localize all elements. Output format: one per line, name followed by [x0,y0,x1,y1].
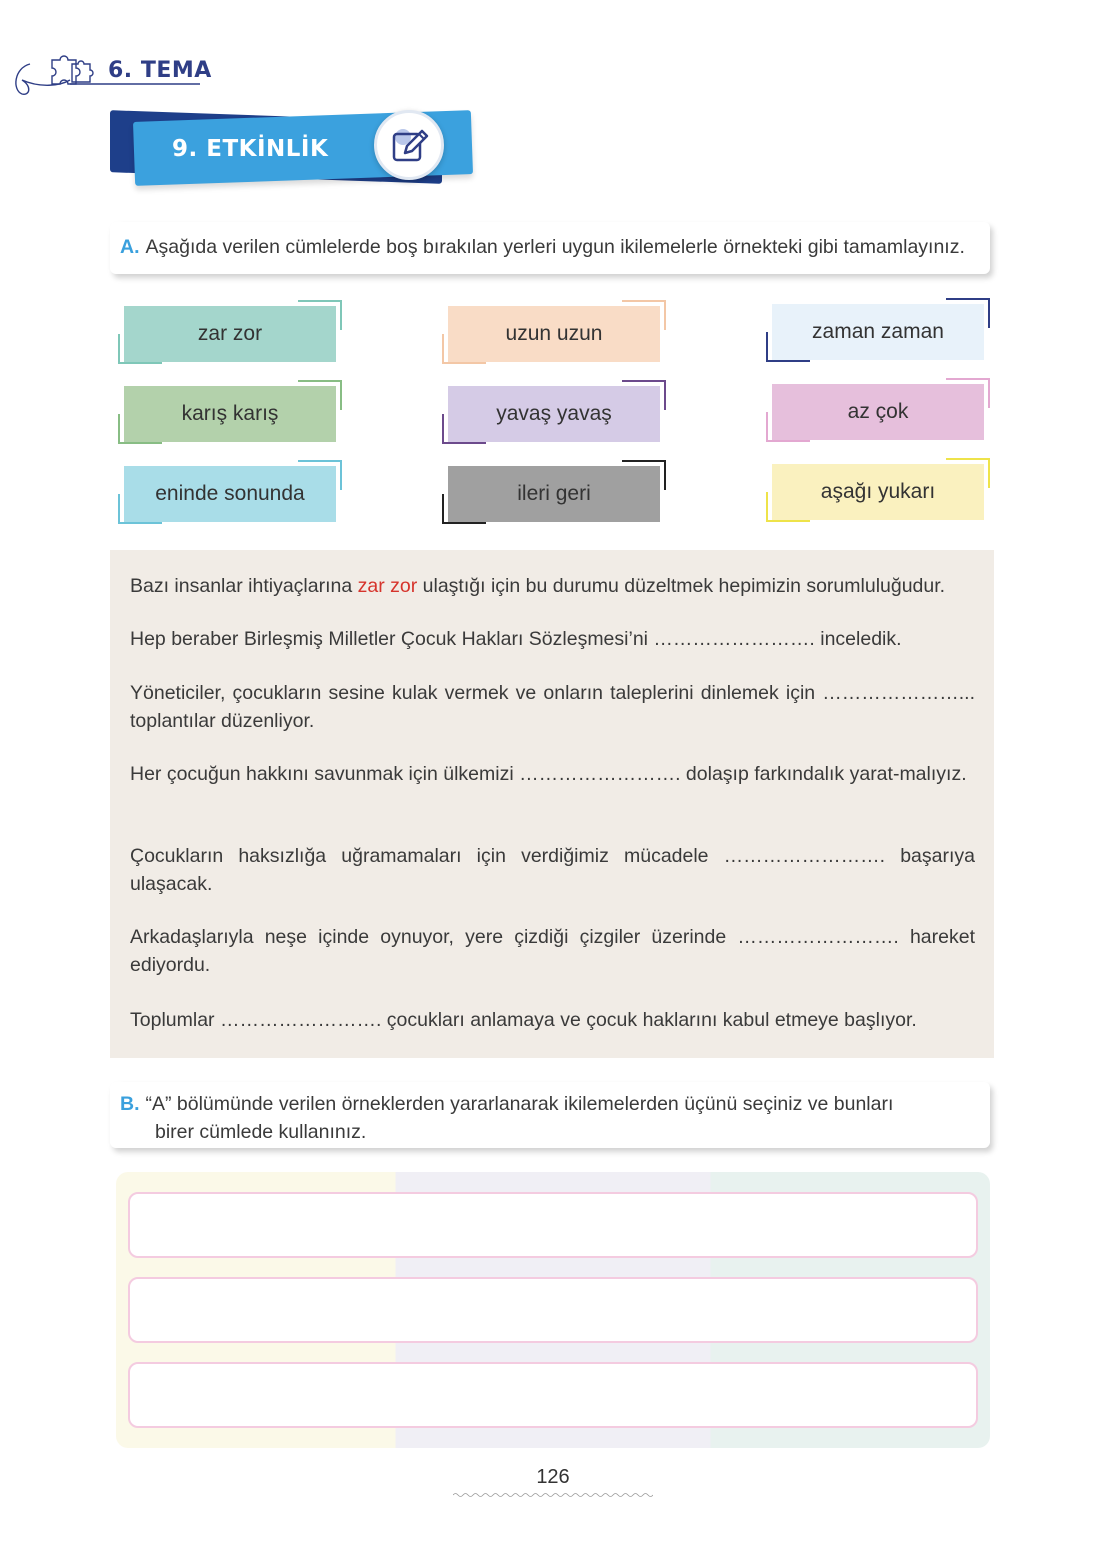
word-card [444,380,660,436]
sentence-4: Her çocuğun hakkını savunmak için ülkemizi ……………………. dolaşıp farkındalık yarat-malıyız. [130,763,967,785]
section-a-instruction [110,222,990,274]
word-card-label: eninde sonunda [124,466,336,522]
sentence-2: Hep beraber Birleşmiş Milletler Çocuk Hakları Sözleşmesi’ni ……………………. inceledik. [130,628,902,650]
section-b-instruction [110,1082,990,1148]
example-answer: zar zor [357,575,418,597]
word-card [120,380,336,436]
word-card [120,300,336,356]
page-number: 126 [536,1466,570,1488]
word-card-label: karış karış [124,386,336,442]
word-card [120,460,336,516]
section-a-text: Aşağıda verilen cümlelerde boş bırakılan yerleri uygun ikilemelerle örnekteki gibi tamamlayınız. [145,236,965,258]
answer-line-3[interactable] [128,1362,978,1428]
word-card-label: zar zor [124,306,336,362]
word-card [768,298,984,354]
theme-label: 6. TEMA [108,58,212,83]
word-card-label: uzun uzun [448,306,660,362]
word-card-label: yavaş yavaş [448,386,660,442]
page-number-decoration [453,1492,653,1498]
banner-icon-badge [374,110,444,180]
sentence-7: Toplumlar ……………………. çocukları anlamaya ve çocuk haklarını kabul etmeye başlıyor. [130,1009,917,1031]
section-b-text-line2: birer cümlede kullanınız. [155,1121,367,1143]
section-a-letter: A. [120,236,140,258]
answer-line-2[interactable] [128,1277,978,1343]
answer-line-1[interactable] [128,1192,978,1258]
word-card-label: aşağı yukarı [772,464,984,520]
section-b-text-line1: “A” bölümünde verilen örneklerden yararlanarak ikilemelerden üçünü seçiniz ve bunları [145,1093,894,1115]
sentence-example: Bazı insanlar ihtiyaçlarına zar zor ulaştığı için bu durumu düzeltmek hepimizin sorumluluğudur. [130,575,946,597]
sentence-6: Arkadaşlarıyla neşe içinde oynuyor, yere çizdiği çizgiler üzerinde ……………………. hareket ediyordu. [130,926,975,976]
word-card [768,378,984,434]
sentences-panel [110,550,994,1058]
word-card [768,458,984,514]
section-b-letter: B. [120,1093,140,1115]
activity-title: 9. ETKİNLİK [172,136,329,162]
sentence-3: Yöneticiler, çocukların sesine kulak vermek ve onların taleplerini dinlemek için …………………... toplantılar düzenliyor. [130,682,975,732]
word-card [444,460,660,516]
word-card-label: ileri geri [448,466,660,522]
word-card-label: zaman zaman [772,304,984,360]
word-card-label: az çok [772,384,984,440]
sentence-5: Çocukların haksızlığa uğramamaları için verdiğimiz mücadele ……………………. başarıya ulaşacak. [130,845,975,895]
word-card [444,300,660,356]
pencil-edit-icon [389,125,431,167]
answer-area [116,1172,990,1448]
